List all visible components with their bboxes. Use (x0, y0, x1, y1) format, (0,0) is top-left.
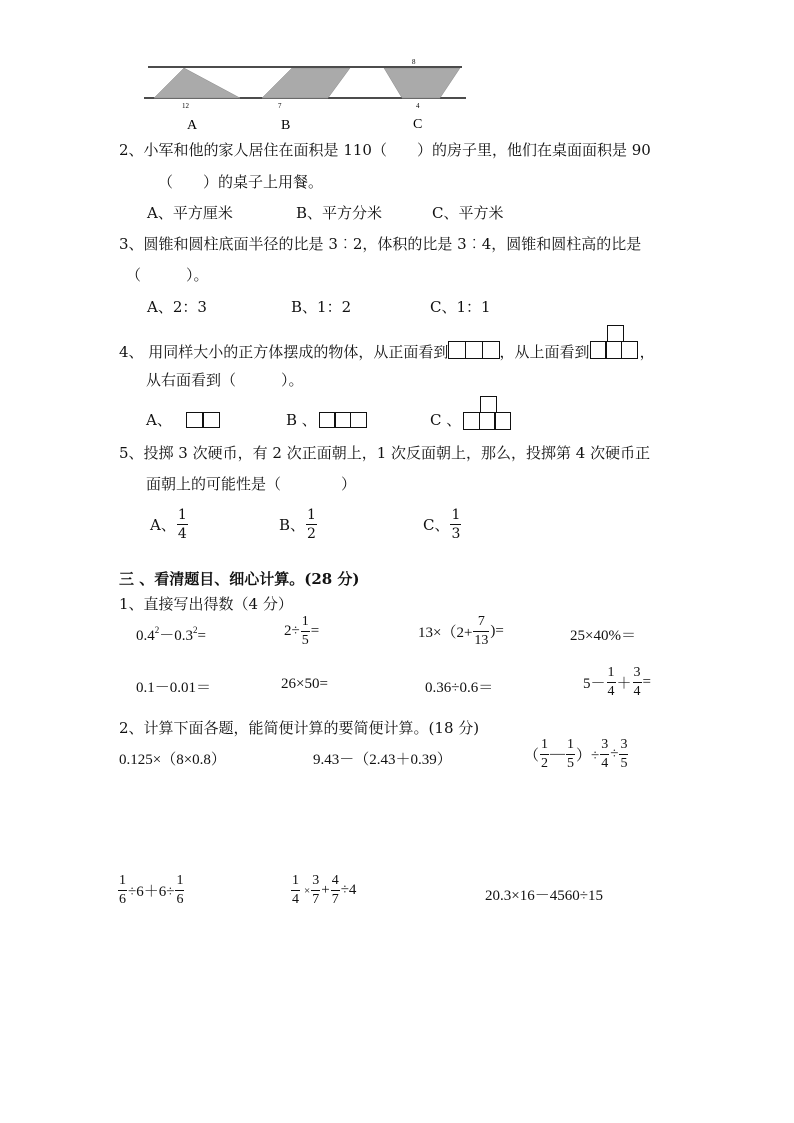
q4-option-c (430, 396, 515, 430)
calc-3b: 9.43－（2.43＋0.39） (313, 752, 452, 768)
option-label-b: B (281, 118, 291, 133)
calc-2a: 0.1－0.01＝ (136, 680, 212, 696)
fraction-one-third: $\frac{1}{3}$ (451, 507, 461, 542)
q5-option-c-label: C、 (423, 515, 450, 534)
label-12: 12 (182, 102, 189, 110)
q4-text-b: ，从上面看到 (499, 343, 590, 361)
calc-4b: $\frac{1}{4}$ × $\frac{3}{7}$ + $\frac{4}{7}$ ÷4 (292, 873, 357, 907)
fraction-one-fourth: $\frac{1}{4}$ (177, 507, 187, 542)
sub-question-2: 2、计算下面各题，能简便计算的要简便计算。(18 分) (119, 719, 480, 737)
q3-line1: 3、圆锥和圆柱底面半径的比是 3︰2，体积的比是 3︰4，圆锥和圆柱高的比是 (119, 235, 642, 253)
calc-4c: 20.3×16－4560÷15 (485, 888, 603, 904)
q5-option-c (423, 508, 462, 541)
calc-1d: 25×40%＝ (570, 628, 636, 644)
shape-a (154, 68, 240, 98)
calc-3c: （ $\frac{1}{2}$ — $\frac{1}{5}$ ）÷ $\frac{3}{4}$ ÷ $\frac{3}{5}$ (524, 737, 628, 771)
option-c-t-shape-icon (463, 396, 515, 430)
calc-1b: 2÷ $\frac{1}{5}$ = (284, 614, 320, 648)
calc-3a: 0.125×（8×0.8） (119, 752, 226, 768)
q3-option-c: C、1：1 (430, 298, 491, 316)
shape-b (262, 68, 350, 98)
fraction-one-half: $\frac{1}{2}$ (307, 507, 316, 542)
calc-1c: 13×（2+ $\frac{7}{13}$ )= (418, 614, 504, 648)
q4-option-b-label: B 、 (286, 411, 317, 429)
sub-question-1: 1、直接写出得数（4 分） (119, 595, 293, 613)
label-top: 8 (412, 58, 416, 66)
q2-option-c: C、平方米 (432, 204, 504, 222)
label-4: 4 (416, 102, 420, 110)
q5-line1: 5、投掷 3 次硬币，有 2 次正面朝上，1 次反面朝上，那么，投掷第 4 次硬币正 (119, 444, 651, 462)
q2-line1: 2、小军和他的家人居住在面积是 110（ ）的房子里，他们在桌面面积是 90 (119, 141, 651, 159)
q5-option-b (279, 508, 318, 541)
q4-line1 (119, 322, 655, 362)
calc-2d: 5－ $\frac{1}{4}$ ＋ $\frac{3}{4}$ = (583, 665, 651, 699)
q4-option-b (286, 410, 367, 430)
q5-option-a-label: A、 (150, 515, 176, 534)
q2-option-a: A、平方厘米 (147, 204, 233, 222)
q4-text-c: ， (639, 343, 655, 361)
q4-option-a (146, 410, 220, 430)
q4-text-a: 4、 用同样大小的正方体摆成的物体，从正面看到 (119, 343, 449, 361)
calc-2c: 0.36÷0.6＝ (425, 680, 494, 696)
calc-1a: $0.4^2-0.3^2=$ (136, 625, 206, 644)
q5-option-b-label: B、 (279, 515, 306, 534)
geometry-figure (140, 55, 480, 135)
q2-line2: （ ）的桌子上用餐。 (158, 173, 324, 191)
q4-line2: 从右面看到（ ）。 (146, 371, 304, 389)
label-7: 7 (278, 102, 282, 110)
q3-option-b: B、1：2 (291, 298, 352, 316)
section-3-heading: 三 、看清题目、细心计算。(28 分) (119, 570, 360, 588)
q5-line2: 面朝上的可能性是（ ） (146, 475, 357, 493)
option-b-three-squares-icon (319, 412, 367, 428)
option-a-two-squares-icon (186, 412, 221, 428)
q5-option-a (150, 508, 189, 541)
q3-option-a: A、2：3 (147, 298, 207, 316)
q3-line2: （ ）。 (126, 266, 209, 284)
q4-option-c-label: C 、 (430, 411, 462, 429)
shape-c (384, 68, 460, 98)
top-view-t-shape (590, 325, 640, 359)
front-view-three-squares (448, 341, 499, 359)
q4-option-a-label: A、 (146, 411, 172, 429)
option-label-c: C (413, 117, 423, 132)
option-label-a: A (187, 118, 198, 133)
calc-4a: $\frac{1}{6}$ ÷6＋6÷ $\frac{1}{6}$ (119, 873, 184, 907)
q2-option-b: B、平方分米 (296, 204, 383, 222)
calc-2b: 26×50= (281, 676, 328, 692)
